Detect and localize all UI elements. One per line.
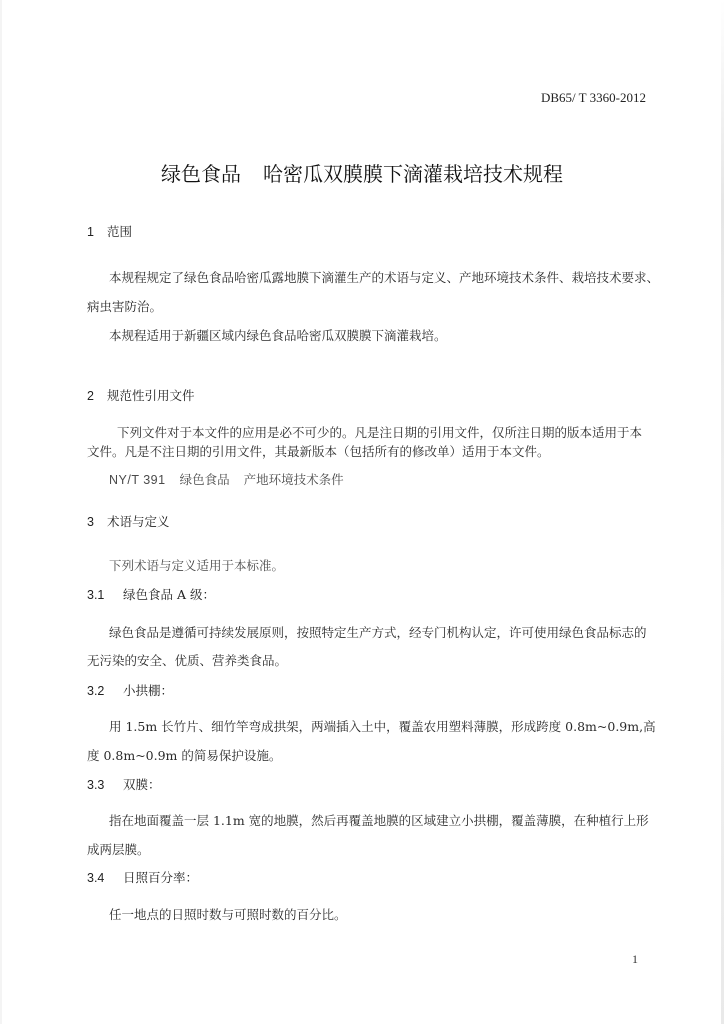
term-3-4-line-1: 任一地点的日照时数与可照时数的百分比。 [109,907,347,922]
section-number: 3 [87,515,94,529]
term-title: 日照百分率： [123,870,199,885]
term-3-1-line-1: 绿色食品是遵循可持续发展原则，按照特定生产方式，经专门机构认定，许可使用绿色食品标志的 [109,625,647,640]
term-number: 3.1 [87,588,105,602]
title-part-2: 哈密瓜双膜膜下滴灌栽培技术规程 [263,162,563,186]
reference-title-b: 产地环境技术条件 [243,472,344,487]
s2-paragraph-line-1: 下列文件对于本文件的应用是必不可少的。凡是注日期的引用文件，仅所注日期的版本适用于本 [117,425,643,440]
section-title: 术语与定义 [107,514,170,529]
s3-intro: 下列术语与定义适用于本标准。 [109,558,285,573]
section-1-heading [87,222,132,240]
page-number: 1 [632,952,638,966]
term-3-3-line-1: 指在地面覆盖一层 1.1m 宽的地膜，然后再覆盖地膜的区域建立小拱棚，覆盖薄膜，在种植行上形 [109,813,649,828]
term-3-1-heading [87,585,215,603]
section-3-heading [87,512,170,530]
term-title: 双膜： [123,777,161,792]
term-number: 3.4 [87,871,105,885]
title-part-1: 绿色食品 [161,162,241,186]
s1-paragraph-2: 本规程适用于新疆区域内绿色食品哈密瓜双膜膜下滴灌栽培。 [109,328,447,343]
term-title: 绿色食品 A 级： [123,587,215,602]
term-3-2-heading [87,681,173,699]
reference-title-a: 绿色食品 [179,472,230,487]
section-2-heading [87,386,195,404]
document-number: DB65/ T 3360-2012 [541,90,646,105]
page-title [0,158,724,187]
section-title: 规范性引用文件 [107,388,195,403]
s1-paragraph-1-line-2: 病虫害防治。 [87,299,163,314]
section-number: 1 [87,225,94,239]
term-number: 3.3 [87,778,105,792]
term-title: 小拱棚： [123,683,174,698]
term-3-4-heading [87,868,198,886]
term-3-3-heading [87,775,161,793]
s1-paragraph-1-line-1: 本规程规定了绿色食品哈密瓜露地膜下滴灌生产的术语与定义、产地环境技术条件、栽培技术要求、 [109,270,660,285]
term-3-3-line-2: 成两层膜。 [87,842,150,857]
term-3-1-line-2: 无污染的安全、优质、营养类食品。 [87,653,288,668]
scan-left-edge [0,0,2,1024]
reference-code: NY/T 391 [109,473,166,487]
term-3-2-line-1: 用 1.5m 长竹片、细竹竿弯成拱架，两端插入土中，覆盖农用塑料薄膜，形成跨度 0.8m~0.9m,高 [109,719,656,734]
normative-reference [109,470,344,488]
section-title: 范围 [107,224,133,239]
term-number: 3.2 [87,684,105,698]
term-3-2-line-2: 度 0.8m~0.9m 的简易保护设施。 [87,748,282,763]
s2-paragraph-line-2: 文件。凡是不注日期的引用文件，其最新版本（包括所有的修改单）适用于本文件。 [87,444,550,459]
section-number: 2 [87,389,94,403]
